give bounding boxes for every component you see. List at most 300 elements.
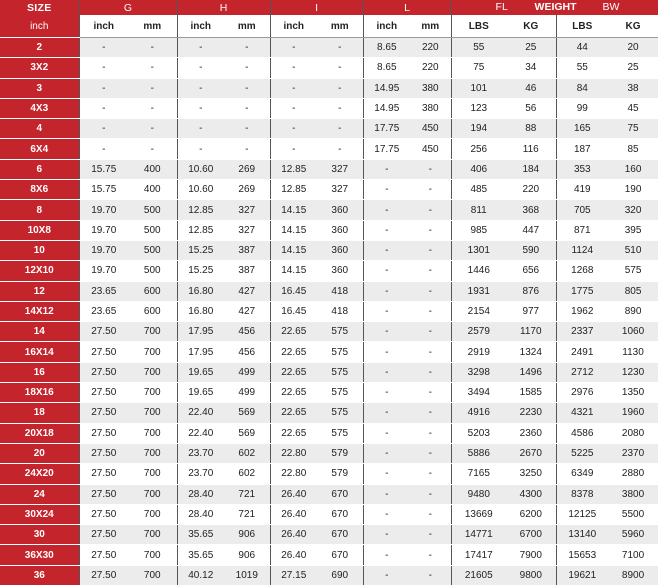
value-cell: - [270,78,317,98]
value-cell: - [410,484,451,504]
table-body [0,38,658,586]
value-cell: 353 [556,159,608,179]
value-cell: 10.60 [177,159,224,179]
value-cell: - [79,98,128,118]
value-cell: 700 [128,342,177,362]
size-cell: 24X20 [0,464,79,484]
size-cell: 3 [0,78,79,98]
value-cell: 165 [556,119,608,139]
value-cell: - [177,58,224,78]
value-cell: 395 [608,220,658,240]
value-cell: 4300 [506,484,556,504]
value-cell: - [363,200,410,220]
value-cell: 13669 [451,504,506,524]
value-cell: 579 [317,443,363,463]
value-cell: 22.80 [270,464,317,484]
value-cell: - [224,98,270,118]
bw-header: BW [602,1,620,13]
value-cell: 19.65 [177,362,224,382]
size-cell: 14 [0,322,79,342]
value-cell: 19621 [556,565,608,585]
value-cell: 19.65 [177,383,224,403]
table-row [0,98,658,118]
value-cell: - [410,301,451,321]
value-cell: 320 [608,200,658,220]
value-cell: 8.65 [363,58,410,78]
size-header: SIZE [0,0,79,15]
size-cell: 3X2 [0,58,79,78]
value-cell: 27.50 [79,504,128,524]
value-cell: 1496 [506,362,556,382]
value-cell: 23.70 [177,443,224,463]
value-cell: - [363,504,410,524]
value-cell: - [270,58,317,78]
value-cell: 1775 [556,281,608,301]
value-cell: 1301 [451,240,506,260]
table-row [0,240,658,260]
value-cell: - [410,565,451,585]
value-cell: 19.70 [79,261,128,281]
value-cell: 22.40 [177,403,224,423]
unit-header: inch [177,15,224,38]
value-cell: 10.60 [177,180,224,200]
value-cell: 35.65 [177,525,224,545]
value-cell: - [224,139,270,159]
value-cell: 485 [451,180,506,200]
value-cell: 2080 [608,423,658,443]
value-cell: 101 [451,78,506,98]
header-unit-row [0,15,658,38]
value-cell: 2976 [556,383,608,403]
value-cell: - [128,119,177,139]
value-cell: 23.65 [79,301,128,321]
size-cell: 14X12 [0,301,79,321]
value-cell: 38 [608,78,658,98]
value-cell: - [410,240,451,260]
value-cell: 418 [317,301,363,321]
value-cell: 721 [224,504,270,524]
value-cell: 16.45 [270,281,317,301]
value-cell: 360 [317,220,363,240]
value-cell: - [363,301,410,321]
i-header: I [270,0,363,15]
table-row [0,139,658,159]
value-cell: 700 [128,403,177,423]
size-cell: 18 [0,403,79,423]
value-cell: - [79,78,128,98]
value-cell: 575 [317,362,363,382]
value-cell: 2880 [608,464,658,484]
value-cell: - [177,119,224,139]
value-cell: 360 [317,240,363,260]
value-cell: - [410,281,451,301]
value-cell: 5500 [608,504,658,524]
size-unit-header: inch [0,15,79,38]
value-cell: 269 [224,159,270,179]
value-cell: 600 [128,301,177,321]
value-cell: 19.70 [79,240,128,260]
value-cell: 15.25 [177,261,224,281]
value-cell: 13140 [556,525,608,545]
value-cell: 700 [128,484,177,504]
value-cell: 360 [317,200,363,220]
table-row [0,525,658,545]
value-cell: 575 [317,423,363,443]
value-cell: 327 [224,200,270,220]
value-cell: - [363,464,410,484]
value-cell: - [363,565,410,585]
value-cell: 500 [128,200,177,220]
value-cell: 8378 [556,484,608,504]
value-cell: - [79,58,128,78]
value-cell: 876 [506,281,556,301]
size-cell: 8X6 [0,180,79,200]
value-cell: 700 [128,322,177,342]
value-cell: 1124 [556,240,608,260]
value-cell: - [224,38,270,58]
value-cell: 25 [608,58,658,78]
table-row [0,383,658,403]
value-cell: 27.50 [79,565,128,585]
value-cell: 14.95 [363,78,410,98]
g-header: G [79,0,177,15]
value-cell: 22.65 [270,342,317,362]
value-cell: 27.50 [79,403,128,423]
value-cell: - [270,38,317,58]
value-cell: 400 [128,159,177,179]
value-cell: 116 [506,139,556,159]
weight-label: WEIGHT [534,1,577,13]
value-cell: 906 [224,545,270,565]
table-row [0,484,658,504]
value-cell: 20 [608,38,658,58]
value-cell: - [79,119,128,139]
value-cell: - [363,342,410,362]
value-cell: - [410,423,451,443]
value-cell: 2154 [451,301,506,321]
value-cell: 14.15 [270,240,317,260]
value-cell: 17417 [451,545,506,565]
value-cell: - [128,78,177,98]
value-cell: 977 [506,301,556,321]
value-cell: 985 [451,220,506,240]
weight-header [451,0,658,15]
value-cell: - [410,159,451,179]
value-cell: 700 [128,545,177,565]
unit-header: inch [363,15,410,38]
size-cell: 24 [0,484,79,504]
value-cell: - [128,58,177,78]
value-cell: 26.40 [270,545,317,565]
value-cell: 327 [317,180,363,200]
value-cell: 1585 [506,383,556,403]
value-cell: 2670 [506,443,556,463]
value-cell: - [410,464,451,484]
value-cell: - [363,545,410,565]
size-cell: 18X16 [0,383,79,403]
value-cell: 26.40 [270,504,317,524]
value-cell: - [410,322,451,342]
value-cell: 14.15 [270,220,317,240]
value-cell: 456 [224,322,270,342]
value-cell: 1962 [556,301,608,321]
value-cell: 44 [556,38,608,58]
value-cell: 17.95 [177,322,224,342]
value-cell: 500 [128,261,177,281]
value-cell: 7165 [451,464,506,484]
size-cell: 16X14 [0,342,79,362]
value-cell: 88 [506,119,556,139]
value-cell: - [177,98,224,118]
table-row [0,301,658,321]
value-cell: 2712 [556,362,608,382]
value-cell: - [363,525,410,545]
value-cell: 12125 [556,504,608,524]
value-cell: 187 [556,139,608,159]
header-group-row [0,0,658,15]
value-cell: 7900 [506,545,556,565]
value-cell: 721 [224,484,270,504]
fl-header: FL [495,1,508,13]
value-cell: 2919 [451,342,506,362]
value-cell: 700 [128,504,177,524]
value-cell: 22.65 [270,383,317,403]
value-cell: 656 [506,261,556,281]
value-cell: 670 [317,545,363,565]
value-cell: - [363,281,410,301]
value-cell: - [317,98,363,118]
value-cell: 19.70 [79,220,128,240]
value-cell: 3250 [506,464,556,484]
unit-header: LBS [556,15,608,38]
value-cell: 22.40 [177,423,224,443]
table-row [0,403,658,423]
value-cell: 575 [317,342,363,362]
value-cell: 5886 [451,443,506,463]
value-cell: 380 [410,78,451,98]
value-cell: 12.85 [177,220,224,240]
value-cell: 15.75 [79,180,128,200]
unit-header: inch [79,15,128,38]
value-cell: 27.50 [79,443,128,463]
value-cell: 8900 [608,565,658,585]
table-row [0,200,658,220]
value-cell: 6349 [556,464,608,484]
value-cell: 1268 [556,261,608,281]
value-cell: 590 [506,240,556,260]
table-row [0,180,658,200]
value-cell: - [317,139,363,159]
value-cell: 1060 [608,322,658,342]
value-cell: 75 [608,119,658,139]
value-cell: 569 [224,423,270,443]
value-cell: - [363,484,410,504]
value-cell: - [410,362,451,382]
value-cell: 34 [506,58,556,78]
value-cell: - [363,180,410,200]
value-cell: - [363,159,410,179]
table-row [0,281,658,301]
value-cell: 499 [224,362,270,382]
value-cell: 19.70 [79,200,128,220]
value-cell: 5225 [556,443,608,463]
size-cell: 30X24 [0,504,79,524]
value-cell: 700 [128,464,177,484]
unit-header: LBS [451,15,506,38]
table-row [0,362,658,382]
value-cell: 811 [451,200,506,220]
value-cell: 327 [224,220,270,240]
value-cell: - [79,38,128,58]
value-cell: 14.15 [270,261,317,281]
value-cell: 4586 [556,423,608,443]
value-cell: 5203 [451,423,506,443]
unit-header: mm [317,15,363,38]
value-cell: 27.50 [79,464,128,484]
table-row [0,464,658,484]
unit-header: KG [506,15,556,38]
value-cell: 1324 [506,342,556,362]
value-cell: - [270,119,317,139]
value-cell: 55 [556,58,608,78]
value-cell: 427 [224,281,270,301]
table-row [0,342,658,362]
value-cell: - [363,240,410,260]
table-row [0,261,658,281]
size-cell: 8 [0,200,79,220]
value-cell: 6700 [506,525,556,545]
value-cell: 427 [224,301,270,321]
value-cell: 75 [451,58,506,78]
value-cell: - [363,362,410,382]
table-row [0,322,658,342]
size-cell: 6 [0,159,79,179]
value-cell: 84 [556,78,608,98]
size-cell: 10 [0,240,79,260]
value-cell: 27.50 [79,342,128,362]
value-cell: 700 [128,423,177,443]
table-row [0,58,658,78]
value-cell: 700 [128,443,177,463]
value-cell: 9480 [451,484,506,504]
value-cell: 1230 [608,362,658,382]
value-cell: 700 [128,362,177,382]
value-cell: 4916 [451,403,506,423]
unit-header: mm [128,15,177,38]
unit-header: KG [608,15,658,38]
value-cell: - [128,38,177,58]
table-row [0,159,658,179]
value-cell: 27.50 [79,383,128,403]
value-cell: 16.80 [177,281,224,301]
value-cell: - [128,139,177,159]
value-cell: 418 [317,281,363,301]
value-cell: - [363,403,410,423]
value-cell: 871 [556,220,608,240]
value-cell: 510 [608,240,658,260]
size-cell: 36 [0,565,79,585]
size-cell: 12X10 [0,261,79,281]
value-cell: - [410,220,451,240]
value-cell: 16.80 [177,301,224,321]
value-cell: - [410,180,451,200]
value-cell: - [410,403,451,423]
value-cell: 569 [224,403,270,423]
size-cell: 6X4 [0,139,79,159]
l-header: L [363,0,451,15]
value-cell: 27.50 [79,525,128,545]
value-cell: 14771 [451,525,506,545]
value-cell: 602 [224,443,270,463]
value-cell: 406 [451,159,506,179]
value-cell: 690 [317,565,363,585]
value-cell: 499 [224,383,270,403]
value-cell: 3298 [451,362,506,382]
value-cell: 700 [128,565,177,585]
size-cell: 12 [0,281,79,301]
value-cell: 2360 [506,423,556,443]
value-cell: 27.50 [79,484,128,504]
value-cell: - [410,200,451,220]
value-cell: 600 [128,281,177,301]
size-cell: 36X30 [0,545,79,565]
value-cell: - [177,78,224,98]
value-cell: 700 [128,525,177,545]
value-cell: 890 [608,301,658,321]
value-cell: 4321 [556,403,608,423]
value-cell: 40.12 [177,565,224,585]
value-cell: 23.65 [79,281,128,301]
h-header: H [177,0,270,15]
value-cell: 17.75 [363,119,410,139]
value-cell: 220 [506,180,556,200]
value-cell: 2337 [556,322,608,342]
value-cell: 123 [451,98,506,118]
value-cell: 26.40 [270,484,317,504]
value-cell: - [270,98,317,118]
table-row [0,119,658,139]
value-cell: 27.50 [79,545,128,565]
table-row [0,545,658,565]
value-cell: 22.80 [270,443,317,463]
table-row [0,78,658,98]
value-cell: 419 [556,180,608,200]
value-cell: 602 [224,464,270,484]
value-cell: 670 [317,504,363,524]
value-cell: 12.85 [177,200,224,220]
value-cell: - [224,58,270,78]
value-cell: 700 [128,383,177,403]
value-cell: 327 [317,159,363,179]
value-cell: 45 [608,98,658,118]
value-cell: 25 [506,38,556,58]
value-cell: - [410,525,451,545]
value-cell: 220 [410,38,451,58]
value-cell: - [317,78,363,98]
value-cell: 705 [556,200,608,220]
value-cell: 184 [506,159,556,179]
size-cell: 16 [0,362,79,382]
value-cell: 906 [224,525,270,545]
size-cell: 4X3 [0,98,79,118]
value-cell: 21605 [451,565,506,585]
value-cell: 15653 [556,545,608,565]
value-cell: - [363,261,410,281]
value-cell: 17.75 [363,139,410,159]
value-cell: - [363,322,410,342]
value-cell: 5960 [608,525,658,545]
value-cell: 2491 [556,342,608,362]
